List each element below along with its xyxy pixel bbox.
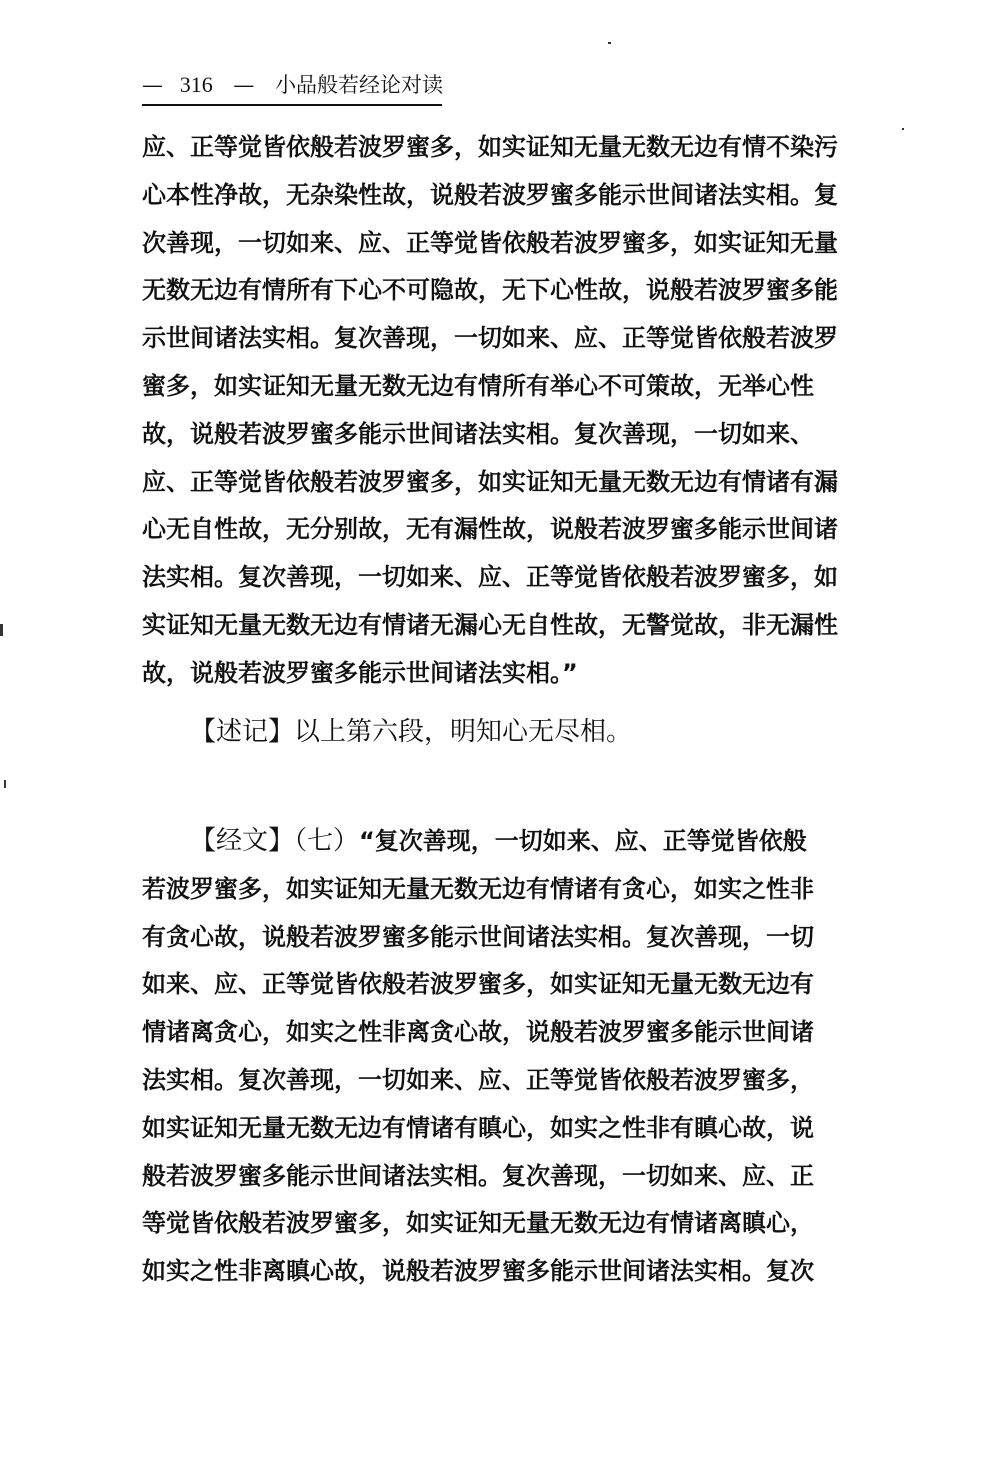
commentary-label: 【述记】: [190, 717, 295, 747]
header-rule: [142, 104, 442, 106]
header-dash-right: —: [233, 73, 255, 97]
commentary-text: 以上第六段，明知心无尽相。: [294, 717, 633, 747]
passage-line: 情诸离贪心，如实之性非离贪心故，说般若波罗蜜多能示世间诸: [142, 1018, 814, 1047]
page-number: 316: [179, 72, 213, 97]
passage-line: 示世间诸法实相。复次善现，一切如来、应、正等觉皆依般若波罗: [142, 324, 838, 353]
passage-line: 故，说般若波罗蜜多能示世间诸法实相。”: [142, 658, 578, 687]
section-marker: （七）: [294, 826, 360, 856]
passage-line: 蜜多，如实证知无量无数无边有情所有举心不可策故，无举心性: [142, 371, 814, 400]
passage-line: 如来、应、正等觉皆依般若波罗蜜多，如实证知无量无数无边有: [142, 970, 814, 999]
passage-line: 应、正等觉皆依般若波罗蜜多，如实证知无量无数无边有情诸有漏: [142, 467, 838, 496]
passage-line: 若波罗蜜多，如实证知无量无数无边有情诸有贪心，如实之性非: [142, 874, 814, 903]
passage-line: 心本性净故，无杂染性故，说般若波罗蜜多能示世间诸法实相。复: [142, 180, 838, 209]
commentary-note: [190, 708, 632, 756]
passage-line: 如实之性非离瞋心故，说般若波罗蜜多能示世间诸法实相。复次: [142, 1257, 814, 1286]
passage-block-1: [142, 124, 884, 698]
passage-line: 有贪心故，说般若波罗蜜多能示世间诸法实相。复次善现，一切: [142, 922, 814, 951]
scan-speck: [4, 780, 6, 788]
book-title: 小品般若经论对读: [275, 73, 444, 97]
passage-block-2: [142, 818, 884, 1296]
passage-line: 法实相。复次善现，一切如来、应、正等觉皆依般若波罗蜜多，如: [142, 563, 838, 592]
passage-line: 般若波罗蜜多能示世间诸法实相。复次善现，一切如来、应、正: [142, 1161, 814, 1190]
sutra-label: 【经文】: [190, 826, 295, 856]
header-dash-left: —: [142, 73, 163, 97]
passage-line: 故，说般若波罗蜜多能示世间诸法实相。复次善现，一切如来、: [142, 419, 814, 448]
scan-speck: [608, 42, 611, 44]
passage-line: 如实证知无量无数无边有情诸有瞋心，如实之性非有瞋心故，说: [142, 1113, 814, 1142]
passage-line: 法实相。复次善现，一切如来、应、正等觉皆依般若波罗蜜多，: [142, 1065, 814, 1094]
passage-first-line: [142, 818, 884, 866]
passage-line: 心无自性故，无分别故，无有漏性故，说般若波罗蜜多能示世间诸: [142, 515, 838, 544]
scan-speck: [902, 128, 904, 130]
passage-line: 等觉皆依般若波罗蜜多，如实证知无量无数无边有情诸离瞋心，: [142, 1209, 814, 1238]
running-header: [142, 70, 882, 106]
scan-speck: [0, 624, 3, 636]
passage-line: 应、正等觉皆依般若波罗蜜多，如实证知无量无数无边有情不染污: [142, 133, 838, 161]
passage-line: 次善现，一切如来、应、正等觉皆依般若波罗蜜多，如实证知无量: [142, 228, 838, 257]
first-line-text: “复次善现，一切如来、应、正等觉皆依般: [359, 827, 807, 855]
passage-line: 实证知无量无数无边有情诸无漏心无自性故，无警觉故，非无漏性: [142, 610, 838, 639]
passage-line: 无数无边有情所有下心不可隐故，无下心性故，说般若波罗蜜多能: [142, 276, 838, 305]
